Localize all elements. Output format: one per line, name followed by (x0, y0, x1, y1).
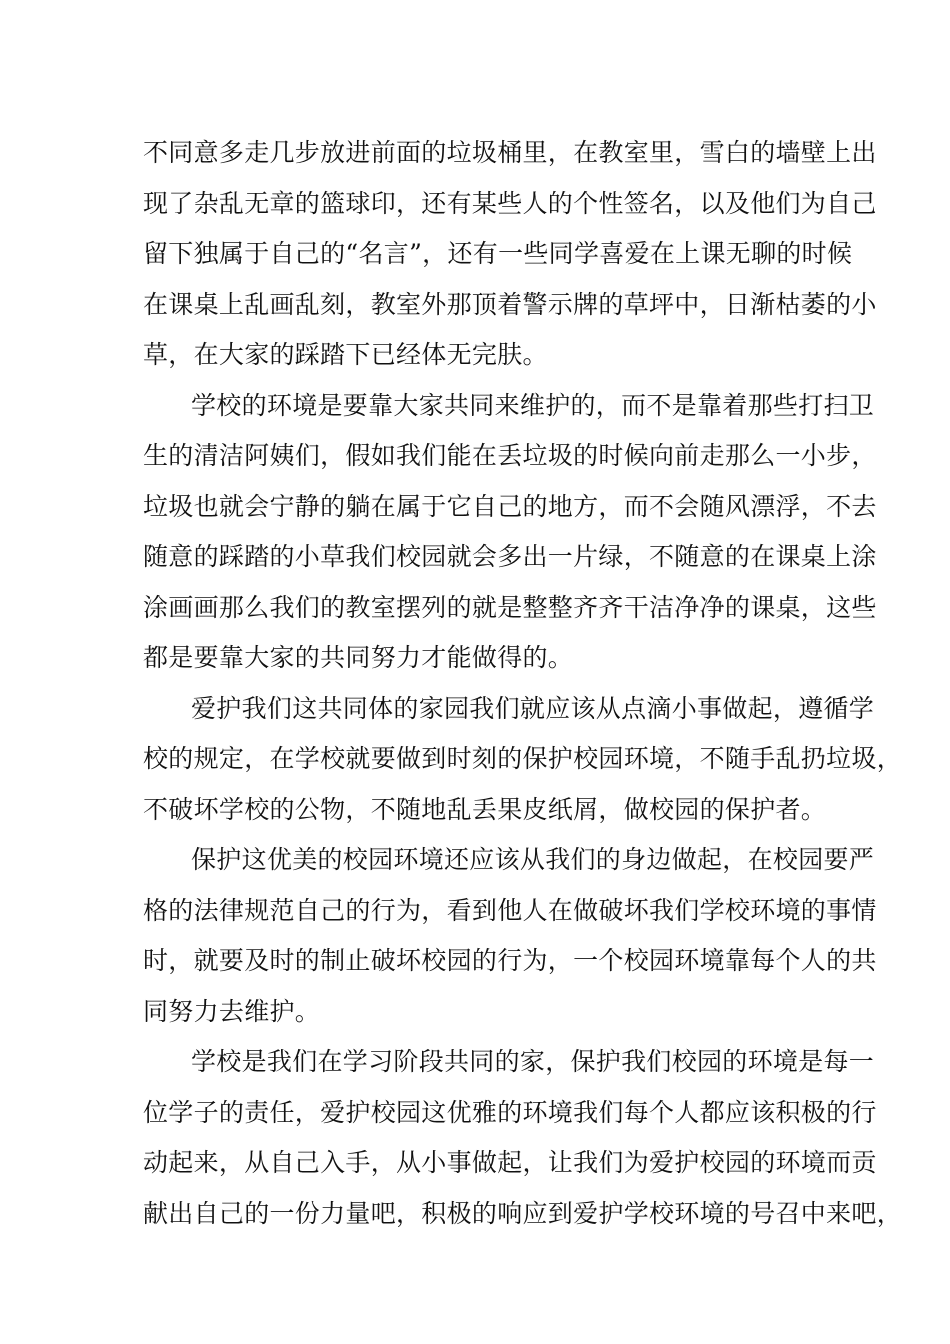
paragraph-start-line: 保护这优美的校园环境还应该从我们的身边做起，在校园要严 (191, 845, 875, 874)
text-line: 在课桌上乱画乱刻，教室外那顶着警示牌的草坪中，日渐枯萎的小 (143, 289, 877, 319)
text-line: 随意的踩踏的小草我们校园就会多出一片绿，不随意的在课桌上涂 (143, 542, 877, 571)
text-line: 同努力去维护。 (143, 996, 321, 1026)
paragraph-start-line: 学校的环境是要靠大家共同来维护的，而不是靠着那些打扫卫 (191, 390, 875, 420)
text-line: 校的规定，在学校就要做到时刻的保护校园环境，不随手乱扔垃圾， (143, 744, 903, 773)
text-line: 献出自己的一份力量吧，积极的响应到爱护学校环境的号召中来吧， (143, 1198, 903, 1228)
text-line: 不同意多走几步放进前面的垃圾桶里，在教室里，雪白的墙壁上出 (143, 138, 877, 167)
paragraph-start-line: 爱护我们这共同体的家园我们就应该从点滴小事做起，遵循学 (191, 693, 875, 723)
text-line: 时，就要及时的制止破坏校园的行为，一个校园环境靠每个人的共 (143, 946, 877, 975)
paragraph-start-line: 学校是我们在学习阶段共同的家，保护我们校园的环境是每一 (191, 1047, 875, 1076)
text-line: 生的清洁阿姨们，假如我们能在丢垃圾的时候向前走那么一小步， (143, 441, 877, 470)
text-line: 格的法律规范自己的行为，看到他人在做破坏我们学校环境的事情 (143, 895, 877, 925)
text-line: 动起来，从自己入手，从小事做起，让我们为爱护校园的环境而贡 (143, 1148, 877, 1177)
text-line: 垃圾也就会宁静的躺在属于它自己的地方，而不会随风漂浮，不去 (143, 491, 877, 521)
text-line: 草，在大家的踩踏下已经体无完肤。 (143, 340, 548, 369)
body-text (143, 128, 903, 1239)
text-line: 留下独属于自己的“名言”，还有一些同学喜爱在上课无聊的时候 (143, 239, 853, 268)
text-line: 不破坏学校的公物，不随地乱丢果皮纸屑，做校园的保护者。 (143, 794, 827, 824)
text-line: 涂画画那么我们的教室摆列的就是整整齐齐干洁净净的课桌，这些 (143, 592, 877, 622)
text-line: 都是要靠大家的共同努力才能做得的。 (143, 643, 574, 672)
text-line: 现了杂乱无章的篮球印，还有某些人的个性签名，以及他们为自己 (143, 188, 877, 218)
text-line: 位学子的责任，爱护校园这优雅的环境我们每个人都应该积极的行 (143, 1097, 877, 1127)
